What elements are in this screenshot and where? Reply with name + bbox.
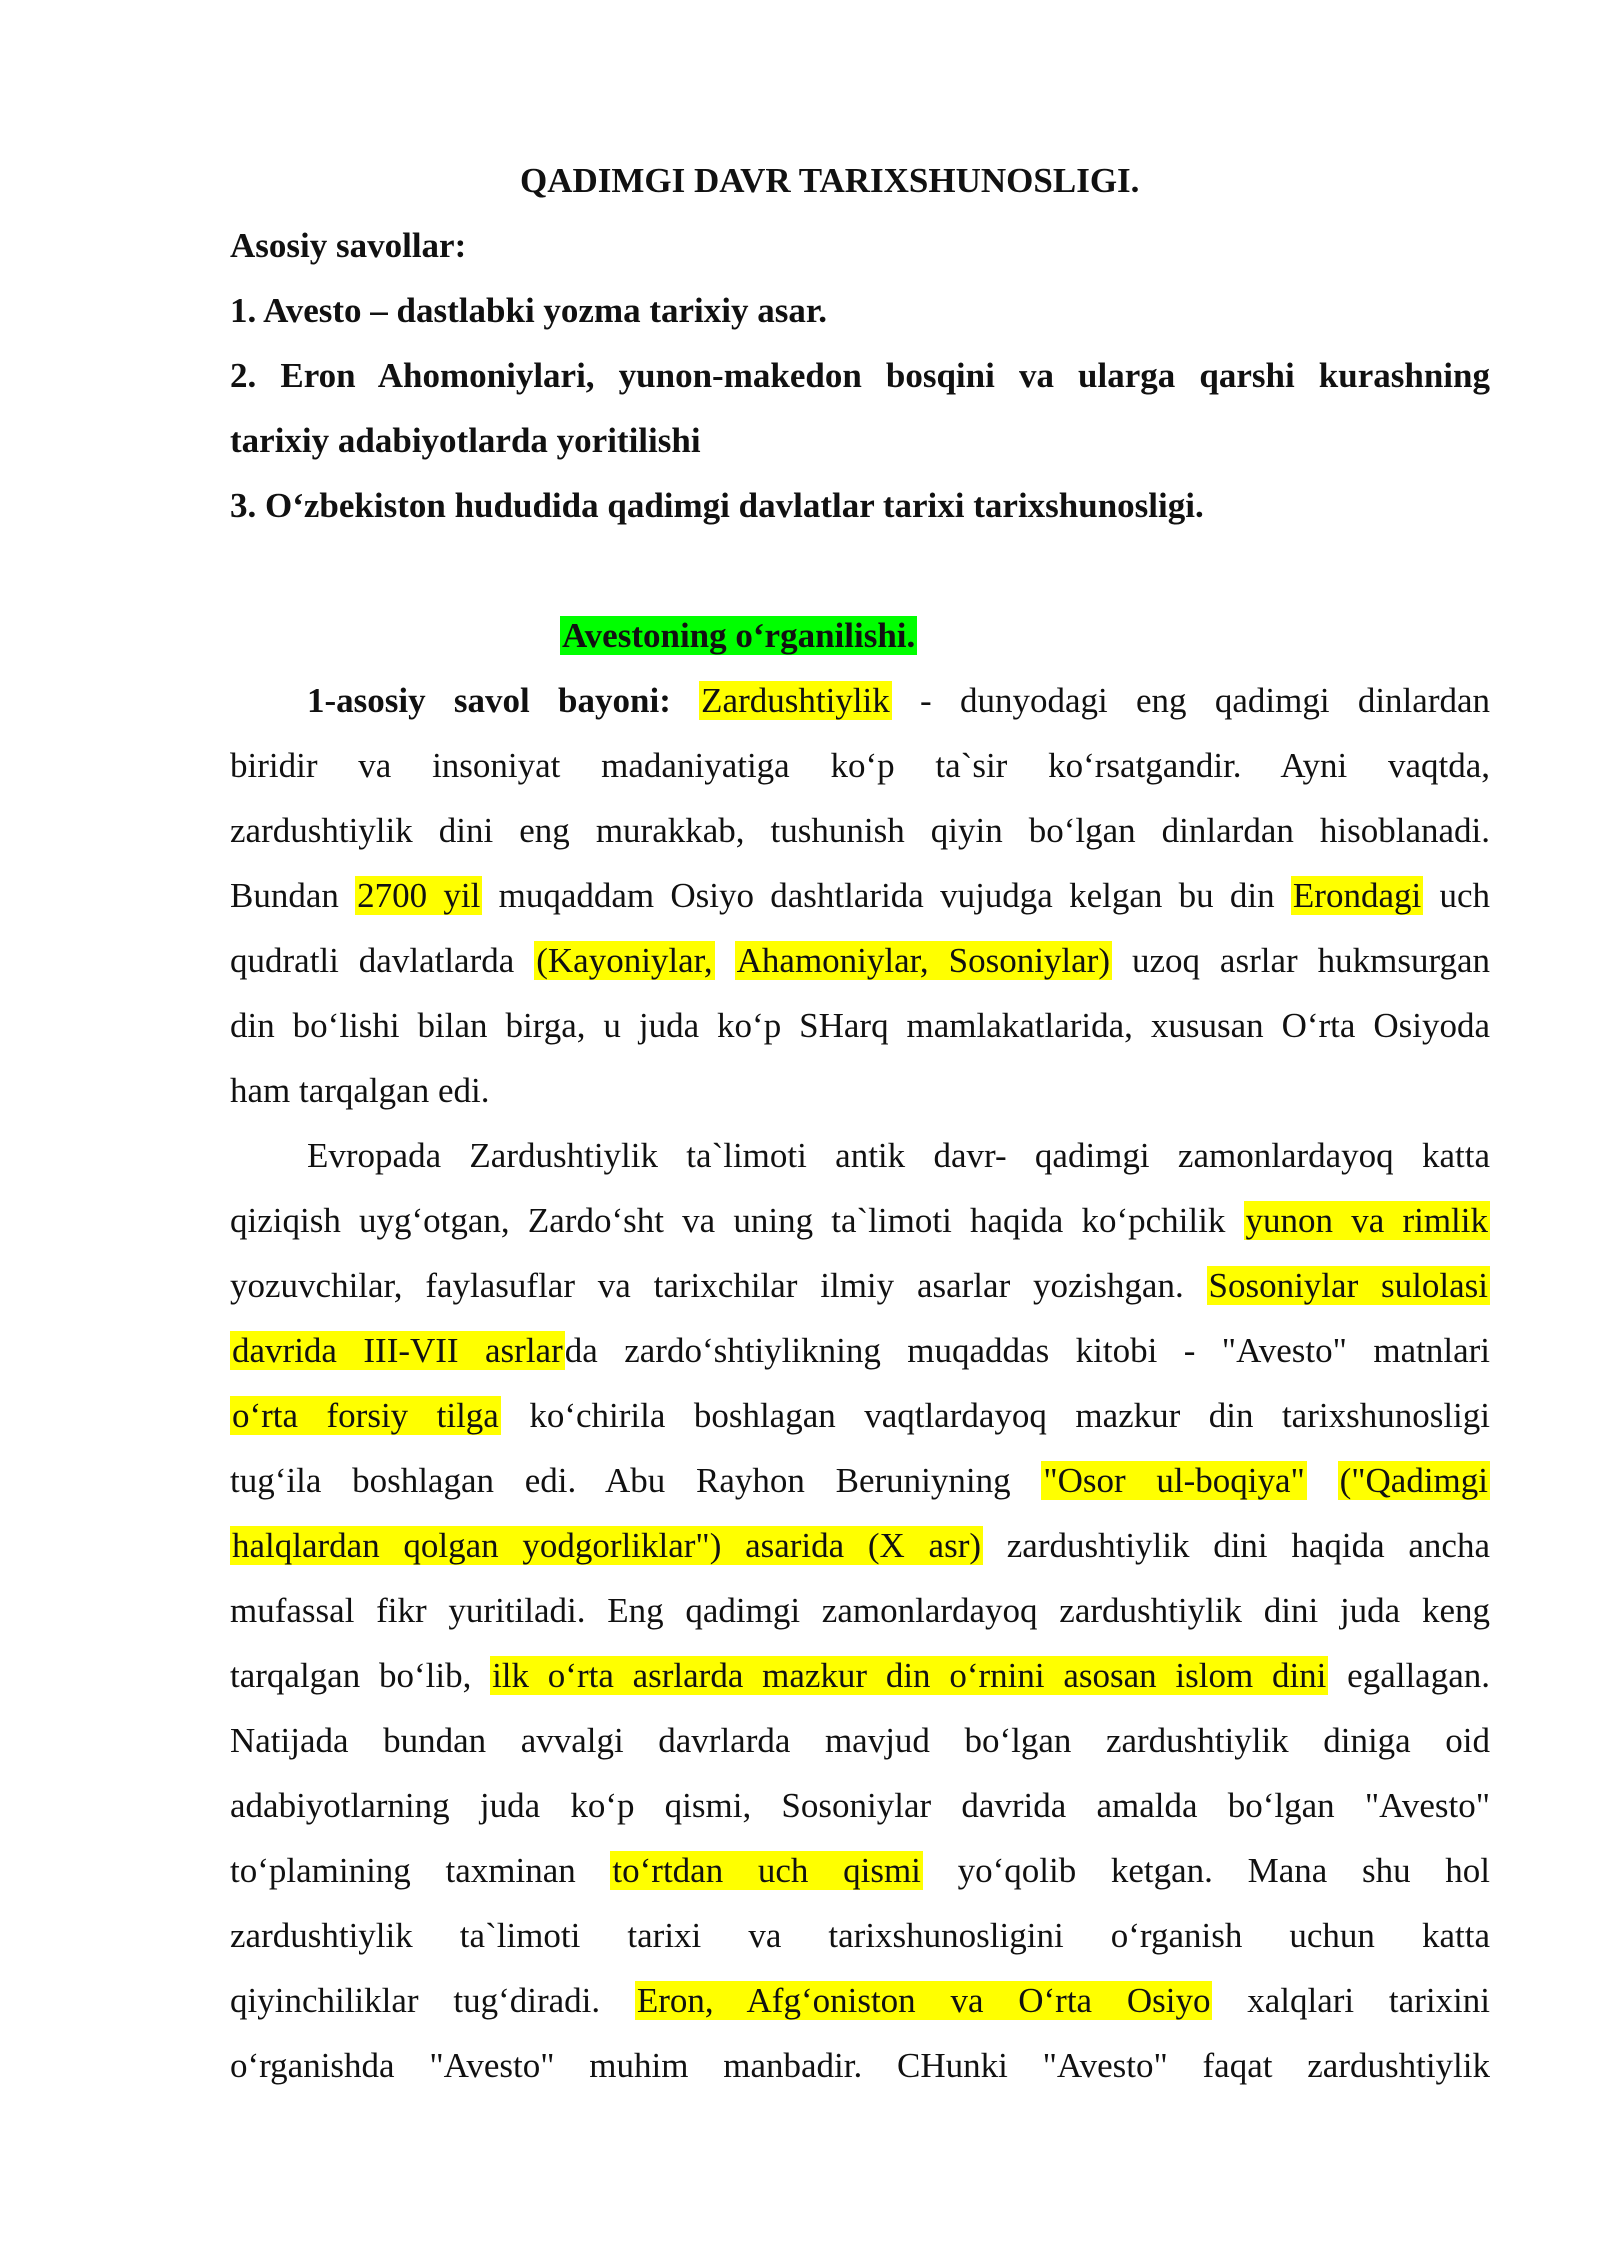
highlighted-text: to‘rtdan uch qismi: [612, 1851, 921, 1890]
text-line: [230, 1448, 1490, 1513]
text-run: [671, 681, 699, 720]
text-run: ko‘chirila boshlagan vaqtlardayoq mazkur din tarixshunosligi: [500, 1396, 1490, 1435]
highlighted-text: "Osor ul-boqiya": [1043, 1461, 1305, 1500]
text-run: muqaddam Osiyo dashtlarida vujudga kelgan bu din: [482, 876, 1291, 915]
text-run: adabiyotlarning juda ko‘p qismi, Sosoniylar davrida amalda bo‘lgan "Avesto": [230, 1786, 1490, 1825]
text-run: ham tarqalgan edi.: [230, 1071, 490, 1110]
text-run: biridir va insoniyat madaniyatiga ko‘p ta`sir ko‘rsatgandir. Ayni vaqtda,: [230, 746, 1490, 785]
text-run: to‘plamining taxminan: [230, 1851, 611, 1890]
text-run: uch: [1423, 876, 1490, 915]
text-run: egallagan.: [1328, 1656, 1491, 1695]
text-line: [230, 668, 1490, 733]
text-run: xalqlari tarixini: [1212, 1981, 1491, 2020]
text-line: [230, 1903, 1490, 1968]
section-heading: [230, 603, 1490, 668]
text-run: yozuvchilar, faylasuflar va tarixchilar ilmiy asarlar yozishgan.: [230, 1266, 1207, 1305]
text-line: [230, 798, 1490, 863]
text-run: din bo‘lishi bilan birga, u juda ko‘p SHarq mamlakatlarida, xususan O‘rta Osiyoda: [230, 1006, 1490, 1045]
document-page: [230, 148, 1490, 2098]
highlighted-text: 2700 yil: [357, 876, 481, 915]
text-line: [230, 1578, 1490, 1643]
text-line: [230, 1773, 1490, 1838]
text-run: da zardo‘shtiylikning muqaddas kitobi - "Avesto" matnlari: [564, 1331, 1490, 1370]
highlighted-text: davrida III-VII asrlar: [232, 1331, 563, 1370]
highlighted-text: Eron, Afg‘oniston va O‘rta Osiyo: [636, 1981, 1211, 2020]
text-run: o‘rganishda "Avesto" muhim manbadir. CHunki "Avesto" faqat zardushtiylik: [230, 2046, 1490, 2085]
highlighted-text: ilk o‘rta asrlarda mazkur din o‘rnini asosan islom dini: [492, 1656, 1327, 1695]
text-line: [230, 928, 1490, 993]
question-item: 2. Eron Ahomoniylari, yunon-makedon bosqini va ularga qarshi kurashning: [230, 356, 1490, 395]
text-run: qudratli davlatlarda: [230, 941, 535, 980]
highlighted-text: halqlardan qolgan yodgorliklar") asarida (X asr): [232, 1526, 982, 1565]
section-title: Avestoning o‘rganilishi.: [562, 616, 916, 655]
text-line: [230, 863, 1490, 928]
question-item-continuation: tarixiy adabiyotlarda yoritilishi: [230, 421, 701, 460]
highlighted-text: ("Qadimgi: [1339, 1461, 1489, 1500]
text-run: Natijada bundan avvalgi davrlarda mavjud bo‘lgan zardushtiylik diniga oid: [230, 1721, 1490, 1760]
text-run: Evropada Zardushtiylik ta`limoti antik davr- qadimgi zamonlardayoq katta: [307, 1136, 1490, 1175]
text-line: [230, 1643, 1490, 1708]
text-run: - dunyodagi eng qadimgi dinlardan: [891, 681, 1491, 720]
text-line: [230, 993, 1490, 1058]
text-line: [230, 733, 1490, 798]
text-run: zardushtiylik dini eng murakkab, tushunish qiyin bo‘lgan dinlardan hisoblanadi.: [230, 811, 1490, 850]
text-line: [230, 1968, 1490, 2033]
text-line: [230, 1708, 1490, 1773]
text-run: Bundan: [230, 876, 356, 915]
text-line: [230, 2033, 1490, 2098]
highlighted-text: yunon va rimlik: [1245, 1201, 1488, 1240]
text-run: qiyinchiliklar tug‘diradi.: [230, 1981, 635, 2020]
text-run: mufassal fikr yuritiladi. Eng qadimgi zamonlardayoq zardushtiylik dini juda keng: [230, 1591, 1490, 1630]
text-line: [230, 1838, 1490, 1903]
document-title: QADIMGI DAVR TARIXSHUNOSLIGI.: [520, 161, 1140, 200]
text-line: [230, 1188, 1490, 1253]
text-line: [230, 1383, 1490, 1448]
highlighted-text: Erondagi: [1292, 876, 1422, 915]
text-run: zardushtiylik ta`limoti tarixi va tarixshunosligini o‘rganish uchun katta: [230, 1916, 1490, 1955]
text-run: yo‘qolib ketgan. Mana shu hol: [922, 1851, 1490, 1890]
text-run: uzoq asrlar hukmsurgan: [1112, 941, 1491, 980]
text-run: tarqalgan bo‘lib,: [230, 1656, 491, 1695]
highlighted-text: (Kayoniylar,: [536, 941, 713, 980]
text-line: [230, 1318, 1490, 1383]
text-line: [230, 1253, 1490, 1318]
text-line: [230, 1513, 1490, 1578]
text-run: zardushtiylik dini haqida ancha: [983, 1526, 1490, 1565]
highlighted-text: Zardushtiylik: [701, 681, 890, 720]
text-line: [230, 1123, 1490, 1188]
highlighted-text: Ahamoniylar, Sosoniylar): [736, 941, 1110, 980]
question-item: 3. O‘zbekiston hududida qadimgi davlatlar tarixi tarixshunosligi.: [230, 486, 1204, 525]
question-item: 1. Avesto – dastlabki yozma tarixiy asar.: [230, 291, 827, 330]
text-run: [715, 941, 735, 980]
questions-header: Asosiy savollar:: [230, 226, 467, 265]
highlighted-text: Sosoniylar sulolasi: [1208, 1266, 1488, 1305]
highlighted-text: o‘rta forsiy tilga: [232, 1396, 499, 1435]
text-run: qiziqish uyg‘otgan, Zardo‘sht va uning ta`limoti haqida ko‘pchilik: [230, 1201, 1244, 1240]
spacer: [230, 538, 1490, 603]
bold-lead-text: 1-asosiy savol bayoni:: [307, 681, 671, 720]
body-text: [230, 668, 1490, 2098]
text-line: [230, 1058, 1490, 1123]
text-run: tug‘ila boshlagan edi. Abu Rayhon Beruniyning: [230, 1461, 1042, 1500]
text-run: [1307, 1461, 1338, 1500]
